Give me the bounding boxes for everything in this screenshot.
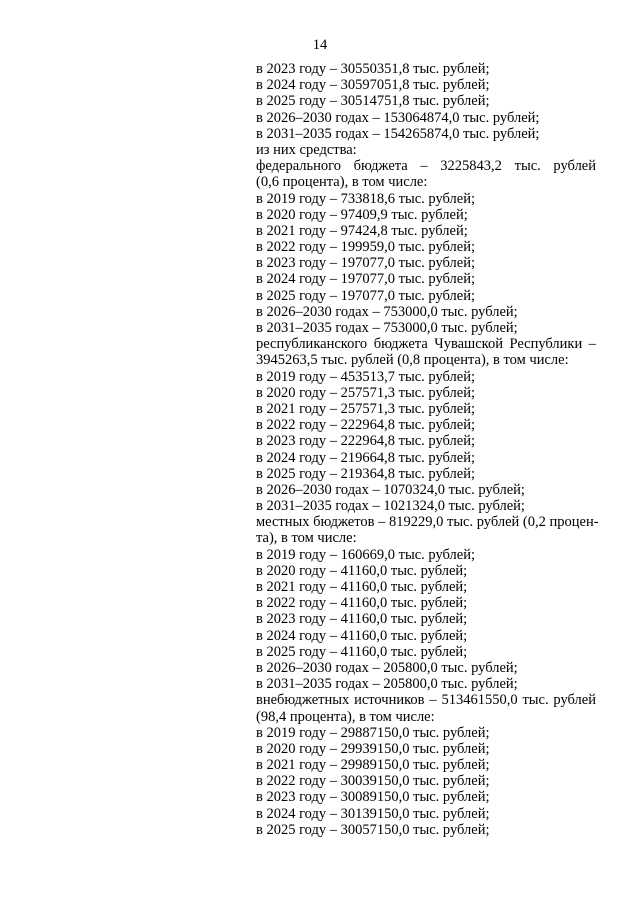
text-line: в 2025 году – 41160,0 тыс. рублей;: [256, 643, 468, 660]
text-line: в 2022 году – 41160,0 тыс. рублей;: [256, 595, 468, 612]
page-number: 14: [312, 37, 328, 53]
text-line: в 2023 году – 222964,8 тыс. рублей;: [256, 433, 476, 450]
text-line: в 2031–2035 годах – 753000,0 тыс. рублей;: [256, 320, 518, 336]
text-line: в 2026–2030 годах – 753000,0 тыс. рублей;: [256, 303, 518, 320]
text-line: в 2031–2035 годах – 154265874,0 тыс. рублей;: [256, 125, 540, 142]
text-line: внебюджетных источников – 513461550,0 тыс. рублей: [256, 692, 596, 709]
document-body: [256, 61, 599, 838]
text-line: та), в том числе:: [256, 530, 357, 547]
text-line: (98,4 процента), в том числе:: [256, 708, 435, 725]
text-line: федерального бюджета – 3225843,2 тыс. рублей: [256, 158, 596, 175]
text-line: в 2025 году – 30057150,0 тыс. рублей;: [256, 821, 490, 838]
text-line: в 2021 году – 257571,3 тыс. рублей;: [256, 400, 476, 417]
text-line: в 2024 году – 197077,0 тыс. рублей;: [256, 271, 476, 288]
text-line: в 2023 году – 30550351,8 тыс. рублей;: [256, 61, 490, 77]
text-line: в 2021 году – 97424,8 тыс. рублей;: [256, 222, 468, 239]
text-line: 3945263,5 тыс. рублей (0,8 процента), в том числе:: [256, 352, 569, 369]
text-line: в 2019 году – 160669,0 тыс. рублей;: [256, 546, 476, 563]
text-line: в 2031–2035 годах – 1021324,0 тыс. рублей;: [256, 498, 525, 515]
text-line: в 2022 году – 222964,8 тыс. рублей;: [256, 417, 476, 434]
text-line: в 2019 году – 29887150,0 тыс. рублей;: [256, 724, 490, 741]
text-line: в 2020 году – 97409,9 тыс. рублей;: [256, 206, 468, 223]
text-line: в 2024 году – 30597051,8 тыс. рублей;: [256, 77, 490, 94]
text-line: в 2019 году – 733818,6 тыс. рублей;: [256, 190, 476, 207]
text-line: в 2025 году – 197077,0 тыс. рублей;: [256, 287, 476, 304]
text-line: местных бюджетов – 819229,0 тыс. рублей (0,2 процен-: [256, 514, 599, 531]
text-line: в 2020 году – 41160,0 тыс. рублей;: [256, 562, 468, 579]
text-line: в 2021 году – 29989150,0 тыс. рублей;: [256, 757, 490, 774]
text-line: в 2021 году – 41160,0 тыс. рублей;: [256, 579, 468, 595]
text-line: в 2026–2030 годах – 205800,0 тыс. рублей;: [256, 659, 518, 676]
text-line: в 2025 году – 219364,8 тыс. рублей;: [256, 465, 476, 482]
text-line: в 2022 году – 199959,0 тыс. рублей;: [256, 239, 476, 256]
text-line: в 2023 году – 30089150,0 тыс. рублей;: [256, 789, 490, 806]
text-line: республиканского бюджета Чувашской Республики –: [256, 336, 596, 353]
text-line: в 2024 году – 30139150,0 тыс. рублей;: [256, 805, 490, 822]
text-line: в 2022 году – 30039150,0 тыс. рублей;: [256, 773, 490, 790]
text-line: в 2026–2030 годах – 1070324,0 тыс. рублей;: [256, 481, 525, 498]
text-line: в 2019 году – 453513,7 тыс. рублей;: [256, 368, 476, 385]
text-line: в 2023 году – 197077,0 тыс. рублей;: [256, 255, 476, 272]
text-line: из них средства:: [256, 141, 357, 158]
text-line: в 2026–2030 годах – 153064874,0 тыс. рублей;: [256, 109, 540, 126]
text-line: в 2025 году – 30514751,8 тыс. рублей;: [256, 93, 490, 110]
text-line: (0,6 процента), в том числе:: [256, 174, 428, 191]
text-line: в 2024 году – 41160,0 тыс. рублей;: [256, 627, 468, 644]
text-line: в 2031–2035 годах – 205800,0 тыс. рублей;: [256, 676, 518, 693]
text-line: в 2024 году – 219664,8 тыс. рублей;: [256, 449, 476, 466]
text-line: в 2020 году – 257571,3 тыс. рублей;: [256, 384, 476, 401]
text-line: в 2023 году – 41160,0 тыс. рублей;: [256, 611, 468, 628]
text-line: в 2020 году – 29939150,0 тыс. рублей;: [256, 740, 490, 757]
